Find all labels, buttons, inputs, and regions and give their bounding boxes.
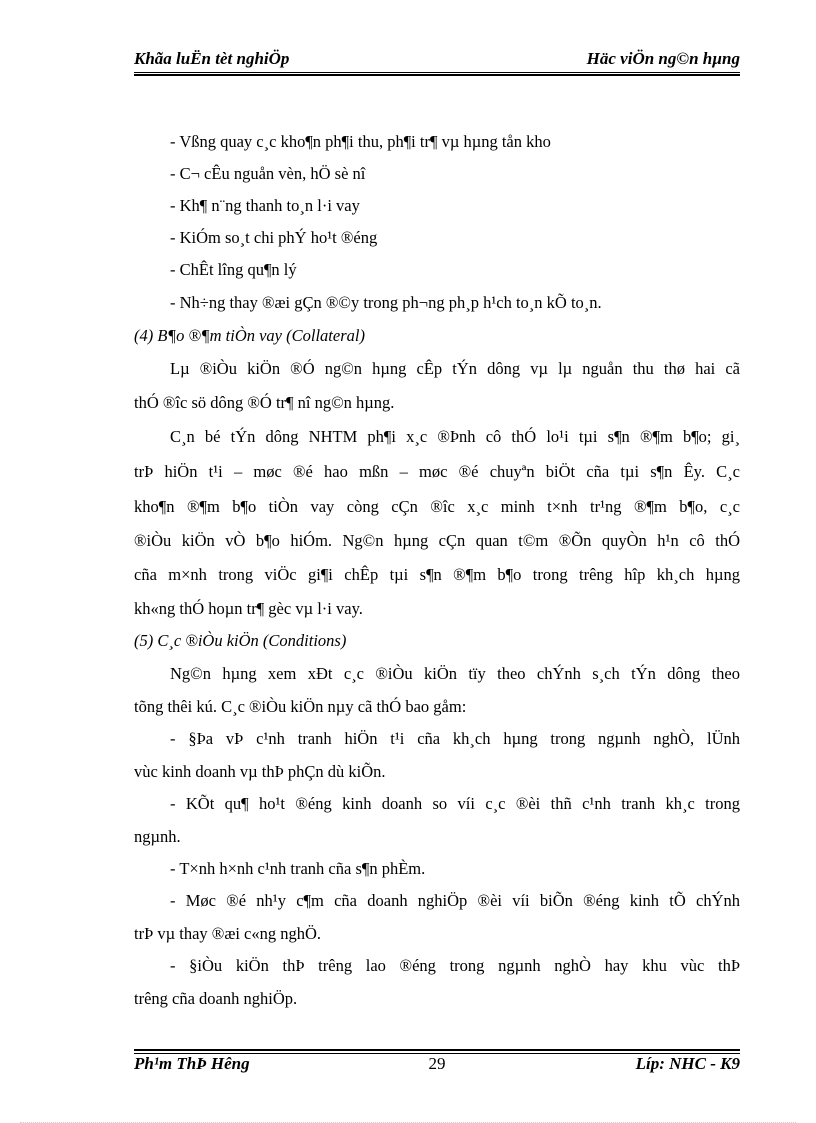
paragraph-line: Lµ ®iÒu kiÖn ®Ó ng©n hµng cÊp tÝn dông vµ lµ nguån thu thø hai cã [170, 359, 740, 378]
paragraph-line: Ng©n hµng xem xÐt c¸c ®iÒu kiÖn tïy theo chÝnh s¸ch tÝn dông theo [170, 664, 740, 683]
bullet-sensitivity: - Møc ®é nh¹y c¶m cña doanh nghiÖp ®èi víi biÕn ®éng kinh tÕ chÝnh [170, 891, 740, 910]
footer-class: Líp: NHC - K9 [635, 1054, 740, 1073]
header-thesis-title: Khãa luËn tèt nghiÖp [134, 49, 290, 68]
bullet-competitive-position: - §Þa vÞ c¹nh tranh hiÖn t¹i cña kh¸ch hµng trong ngµnh nghÒ, lÜnh [170, 729, 740, 748]
page-header [134, 46, 740, 72]
header-rule-thin [134, 72, 740, 73]
page-footer [134, 1054, 740, 1078]
paragraph-line: C¸n bé tÝn dông NHTM ph¶i x¸c ®Þnh cô thÓ lo¹i tµi s¶n ®¶m b¶o; gi¸ [170, 427, 740, 446]
paragraph-line: trÞ hiÖn t¹i – møc ®é hao mßn – møc ®é chuyªn biÖt cña tµi s¶n Êy. C¸c [134, 462, 740, 481]
paragraph-line: cña m×nh trong viÖc gi¶i chÊp tµi s¶n ®¶m b¶o trong trêng hîp kh¸ch hµng [134, 565, 740, 584]
bullet-labor-market: - §iÒu kiÖn thÞ trêng lao ®éng trong ngµnh nghÒ hay khu vùc thÞ [170, 956, 740, 975]
bullet-product-competition: - T×nh h×nh c¹nh tranh cña s¶n phÈm. [170, 859, 426, 878]
bullet-capital-structure: - C¬ cÊu nguån vèn, hÖ sè nî [170, 164, 366, 183]
paragraph-line: kho¶n ®¶m b¶o tiÒn vay còng cÇn ®îc x¸c minh t×nh tr¹ng ®¶m b¶o, c¸c [134, 497, 740, 516]
bullet-business-results: - KÕt qu¶ ho¹t ®éng kinh doanh so víi c¸c ®èi thñ c¹nh tranh kh¸c trong [170, 794, 740, 813]
paragraph-line: tõng thêi kú. C¸c ®iÒu kiÖn nµy cã thÓ bao gåm: [134, 697, 467, 716]
section-heading-conditions: (5) C¸c ®iÒu kiÖn (Conditions) [134, 631, 347, 650]
footer-rule-thick [134, 1049, 740, 1051]
bullet-cost-control: - KiÓm so¸t chi phÝ ho¹t ®éng [170, 228, 378, 247]
bullet-interest-coverage: - Kh¶ n¨ng thanh to¸n l·i vay [170, 196, 360, 215]
section-heading-collateral: (4) B¶o ®¶m tiÒn vay (Collateral) [134, 326, 365, 345]
paragraph-line: ngµnh. [134, 827, 181, 846]
page-number: 29 [428, 1054, 446, 1073]
header-institution: Häc viÖn ng©n hµng [586, 49, 740, 68]
paragraph-line: vùc kinh doanh vµ thÞ phÇn dù kiÕn. [134, 762, 386, 781]
paragraph-line: ®iÒu kiÖn vÒ b¶o hiÓm. Ng©n hµng cÇn quan t©m ®Õn quyÒn h¹n cô thÓ [134, 531, 740, 550]
paragraph-line: trÞ vµ thay ®æi c«ng nghÖ. [134, 924, 322, 943]
header-rule-thick [134, 74, 740, 76]
bullet-turnover: - Vßng quay c¸c kho¶n ph¶i thu, ph¶i tr¶ vµ hµng tån kho [170, 132, 551, 151]
footer-author: Ph¹m ThÞ Hêng [134, 1054, 250, 1073]
bullet-accounting-changes: - Nh÷ng thay ®æi gÇn ®©y trong ph¬ng ph¸p h¹ch to¸n kÕ to¸n. [170, 293, 602, 312]
paragraph-line: thÓ ®îc sö dông ®Ó tr¶ nî ng©n hµng. [134, 393, 395, 412]
paragraph-line: trêng cña doanh nghiÖp. [134, 989, 298, 1008]
paragraph-line: kh«ng thÓ hoµn tr¶ gèc vµ l·i vay. [134, 599, 363, 618]
bullet-management-quality: - ChÊt lîng qu¶n lý [170, 260, 297, 279]
